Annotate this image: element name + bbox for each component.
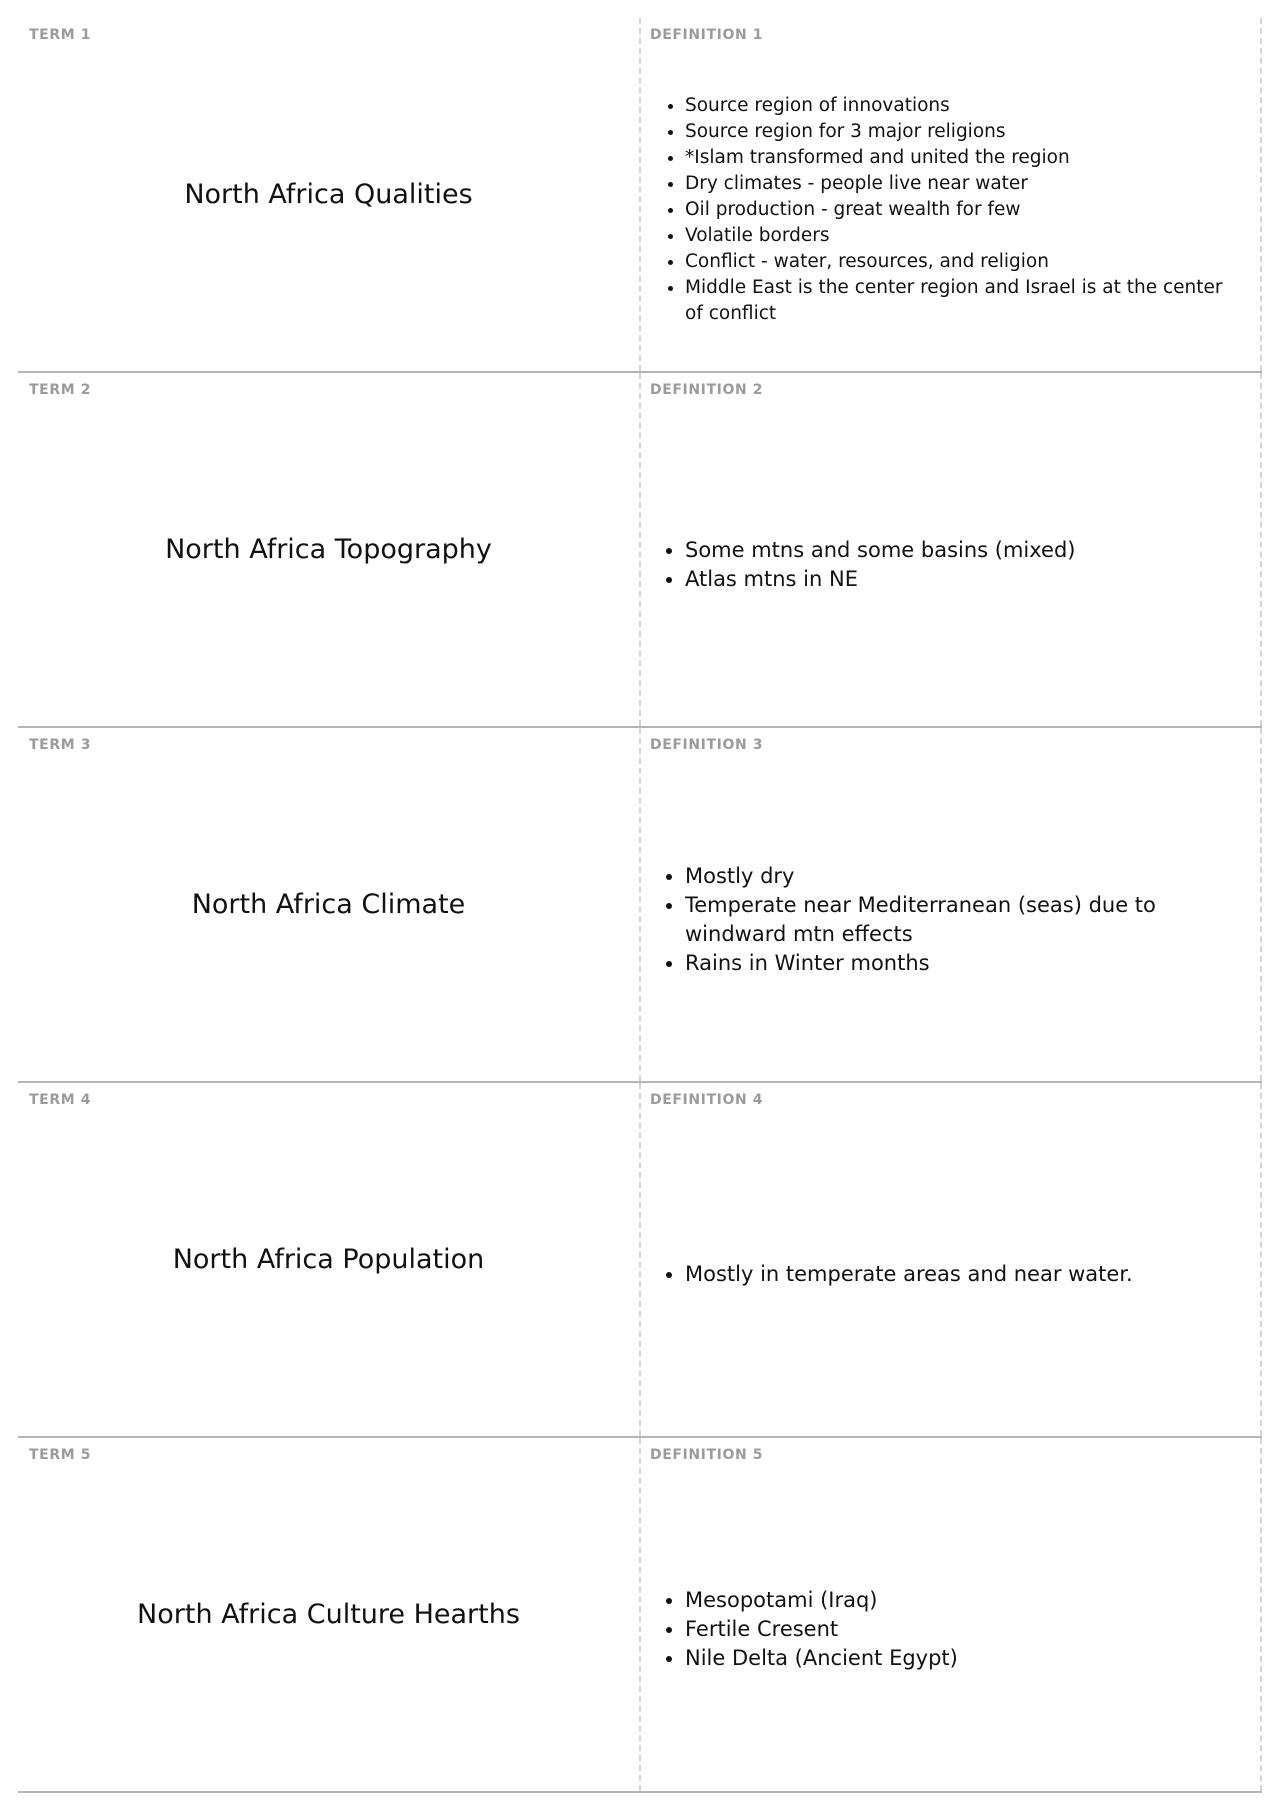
definition-item: • Rains in Winter months [685, 949, 1242, 978]
definition-cell [641, 18, 1262, 371]
definition-item: • Oil production - great wealth for few [685, 197, 1242, 223]
term-label: TERM 3 [29, 737, 92, 753]
term-cell [18, 18, 641, 371]
definition-item: • Volatile borders [685, 223, 1242, 249]
flashcard-1 [18, 18, 1262, 373]
flashcard-sheet [18, 18, 1262, 1793]
definition-item: • *Islam transformed and united the region [685, 145, 1242, 171]
definition-label: DEFINITION 1 [650, 27, 764, 43]
definition-label: DEFINITION 3 [650, 737, 764, 753]
term-cell [18, 1438, 641, 1791]
definition-item: • Temperate near Mediterranean (seas) due to windward mtn effects [685, 891, 1242, 949]
definition-item: • Source region for 3 major religions [685, 119, 1242, 145]
term-cell [18, 1083, 641, 1436]
definition-body [659, 58, 1242, 361]
definition-item: • Some mtns and some basins (mixed) [685, 536, 1075, 565]
definition-item: • Nile Delta (Ancient Egypt) [685, 1644, 958, 1673]
definition-item: • Fertile Cresent [685, 1615, 958, 1644]
definition-cell [641, 373, 1262, 726]
definition-cell [641, 728, 1262, 1081]
definition-item: • Mostly in temperate areas and near water. [685, 1260, 1133, 1289]
definition-item: • Atlas mtns in NE [685, 565, 1075, 594]
definition-cell [641, 1438, 1262, 1791]
definition-label: DEFINITION 4 [650, 1092, 764, 1108]
term-label: TERM 4 [29, 1092, 92, 1108]
definition-item: • Mostly dry [685, 862, 1242, 891]
term-text: North Africa Climate [191, 889, 466, 920]
term-text: North Africa Topography [165, 534, 492, 565]
term-label: TERM 1 [29, 27, 92, 43]
definition-list [659, 536, 1075, 594]
term-cell [18, 373, 641, 726]
definition-body [659, 1478, 1242, 1781]
definition-item: • Dry climates - people live near water [685, 171, 1242, 197]
definition-list [659, 93, 1242, 327]
definition-label: DEFINITION 2 [650, 382, 764, 398]
definition-item: • Middle East is the center region and Israel is at the center of conflict [685, 275, 1242, 327]
definition-label: DEFINITION 5 [650, 1447, 764, 1463]
definition-list [659, 1586, 958, 1673]
flashcard-3 [18, 728, 1262, 1083]
flashcard-5 [18, 1438, 1262, 1793]
term-text: North Africa Population [172, 1244, 485, 1275]
term-label: TERM 2 [29, 382, 92, 398]
flashcard-4 [18, 1083, 1262, 1438]
definition-body [659, 413, 1242, 716]
definition-list [659, 1260, 1133, 1289]
definition-body [659, 1123, 1242, 1426]
definition-item: • Mesopotami (Iraq) [685, 1586, 958, 1615]
definition-item: • Source region of innovations [685, 93, 1242, 119]
term-text: North Africa Culture Hearths [137, 1599, 520, 1630]
definition-item: • Conflict - water, resources, and religion [685, 249, 1242, 275]
term-cell [18, 728, 641, 1081]
term-text: North Africa Qualities [184, 179, 473, 210]
flashcard-2 [18, 373, 1262, 728]
definition-body [659, 768, 1242, 1071]
definition-list [659, 862, 1242, 978]
definition-cell [641, 1083, 1262, 1436]
term-label: TERM 5 [29, 1447, 92, 1463]
